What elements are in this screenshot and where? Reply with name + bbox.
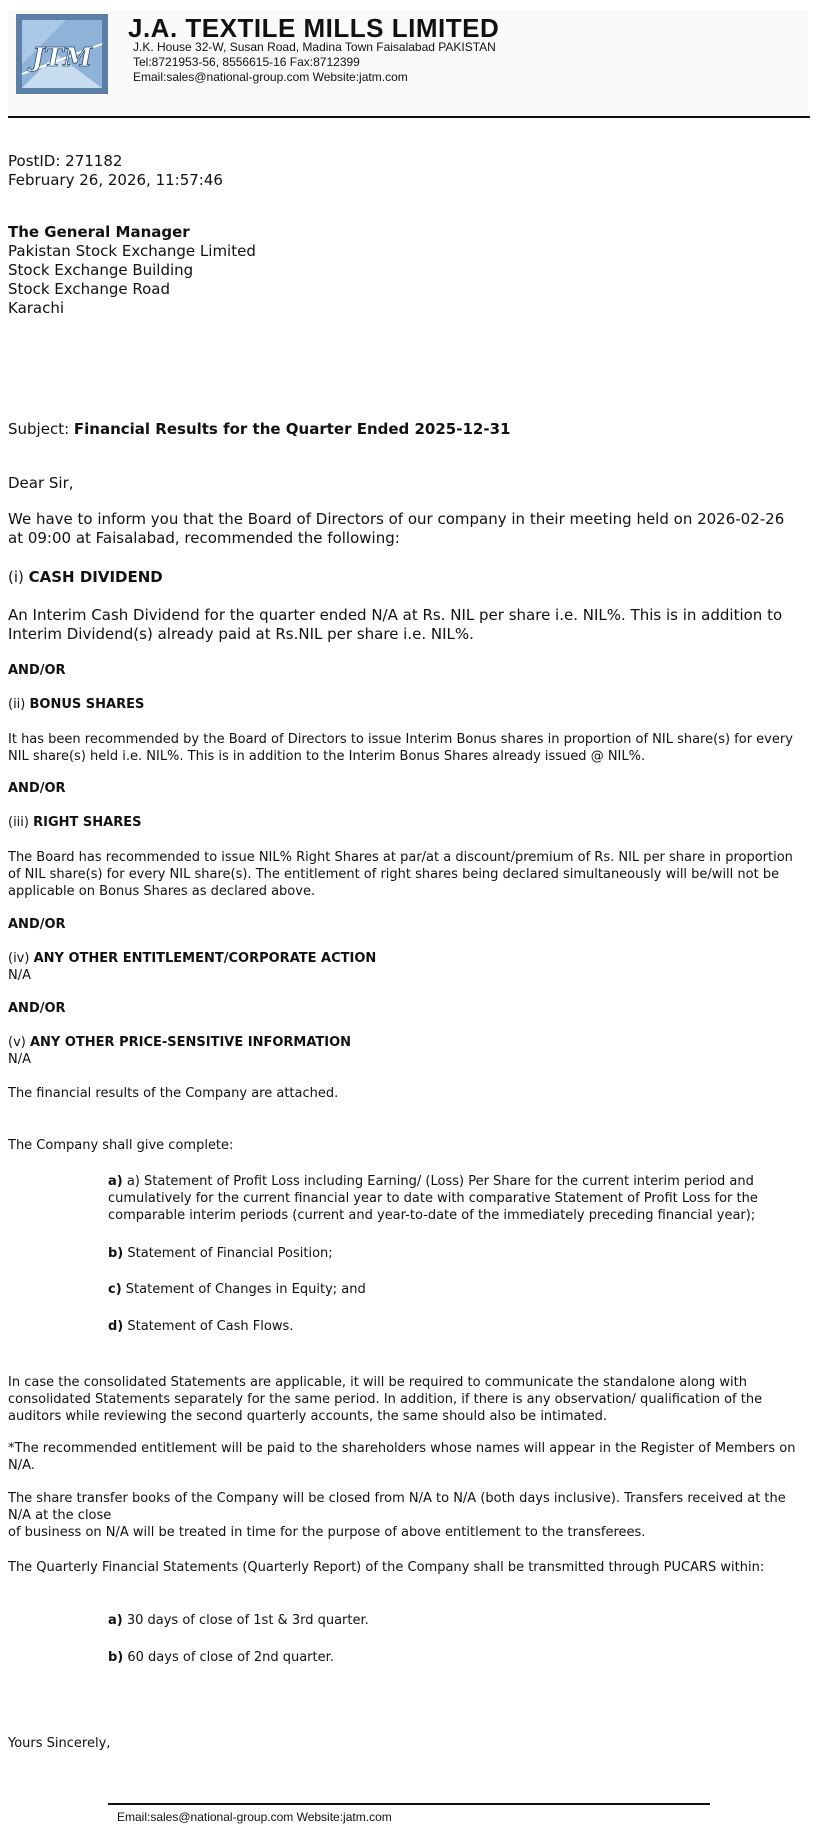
recipient-title: The General Manager: [8, 223, 190, 241]
subject-line: [8, 420, 510, 438]
price-sensitive-value: N/A: [8, 1052, 31, 1067]
section-title: ANY OTHER PRICE-SENSITIVE INFORMATION: [29, 1035, 352, 1050]
transfer-books-line: of business on N/A will be treated in time for the purpose of above entitlement to the transferees.: [8, 1525, 646, 1540]
and-or-separator: AND/OR: [8, 1001, 66, 1016]
statement-item: [108, 1281, 803, 1298]
section-number: (iii): [8, 815, 34, 830]
company-email-website: Email:sales@national-group.com Website:jatm.com: [133, 70, 408, 84]
company-logo: [16, 14, 108, 94]
and-or-separator: AND/OR: [8, 663, 66, 678]
item-text: Statement of Financial Position;: [123, 1246, 333, 1261]
footer-divider: [108, 1803, 710, 1805]
cash-dividend-text: An Interim Cash Dividend for the quarter ended N/A at Rs. NIL per share i.e. NIL%. This is in addition to Interim Dividend(s) already paid at Rs.NIL per share i.e. NIL%.: [8, 606, 783, 643]
recipient-line: Karachi: [8, 299, 65, 317]
section-title: BONUS SHARES: [29, 697, 145, 712]
transfer-books-paragraph: [8, 1490, 808, 1541]
complete-intro: The Company shall give complete:: [8, 1138, 234, 1153]
section-number: (iv): [8, 951, 34, 966]
header-divider: [8, 116, 810, 118]
section-number: (ii): [8, 697, 30, 712]
section-title: CASH DIVIDEND: [28, 568, 163, 586]
item-text: 60 days of close of 2nd quarter.: [123, 1650, 334, 1665]
closing: Yours Sincerely,: [8, 1736, 111, 1751]
item-text: Statement of Changes in Equity; and: [121, 1282, 366, 1297]
recipient-line: Stock Exchange Road: [8, 280, 170, 298]
section-title: RIGHT SHARES: [33, 815, 142, 830]
transfer-books-line: The share transfer books of the Company will be closed from N/A to N/A (both days inclusive). Transfers received at the N/A at the close: [8, 1491, 786, 1523]
subject-label: Subject:: [8, 420, 74, 438]
subject-text: Financial Results for the Quarter Ended 2025-12-31: [73, 420, 511, 438]
post-datetime: February 26, 2026, 11:57:46: [8, 171, 223, 189]
attached-note: The financial results of the Company are attached.: [8, 1086, 339, 1101]
item-letter: a): [108, 1613, 123, 1628]
post-id: PostID: 271182: [8, 152, 123, 170]
statement-item: [108, 1318, 803, 1335]
item-text: 30 days of close of 1st & 3rd quarter.: [122, 1613, 369, 1628]
section-price-sensitive-heading: [8, 1035, 351, 1050]
section-cash-dividend-heading: [8, 568, 163, 586]
letterhead: [8, 10, 808, 116]
company-name: J.A. TEXTILE MILLS LIMITED: [128, 13, 500, 43]
section-other-entitlement-heading: [8, 951, 376, 966]
item-letter: c): [108, 1282, 122, 1297]
right-shares-text: The Board has recommended to issue NIL% Right Shares at par/at a discount/premium of Rs. NIL per share in proportion of NIL share(s) for every NIL share(s). The entitlement of right shares being declared simultaneously will be/will not be applicable on Bonus Shares as declared above.: [8, 850, 793, 899]
company-phone: Tel:8721953-56, 8556615-16 Fax:8712399: [133, 55, 360, 69]
item-letter: b): [108, 1650, 124, 1665]
item-letter: a): [108, 1174, 123, 1189]
and-or-separator: AND/OR: [8, 917, 66, 932]
deadline-item: [108, 1649, 803, 1666]
pucars-paragraph: The Quarterly Financial Statements (Quarterly Report) of the Company shall be transmitted through PUCARS within:: [8, 1560, 765, 1575]
item-letter: d): [108, 1319, 124, 1334]
section-right-heading: [8, 815, 141, 830]
recipient-line: Stock Exchange Building: [8, 261, 194, 279]
item-letter: b): [108, 1246, 124, 1261]
company-address: J.K. House 32-W, Susan Road, Madina Town Faisalabad PAKISTAN: [133, 40, 496, 54]
item-text: Statement of Cash Flows.: [123, 1319, 294, 1334]
section-number: (i): [8, 568, 29, 586]
footer-contact: Email:sales@national-group.com Website:jatm.com: [117, 1810, 392, 1824]
statement-item: [108, 1245, 803, 1262]
entitlement-note: *The recommended entitlement will be paid to the shareholders whose names will appear in the Register of Members on N/A.: [8, 1441, 796, 1473]
salutation: Dear Sir,: [8, 474, 74, 492]
section-number: (v): [8, 1035, 30, 1050]
recipient-line: Pakistan Stock Exchange Limited: [8, 242, 256, 260]
logo-text: JTM: [31, 43, 93, 73]
deadline-item: [108, 1612, 803, 1629]
other-entitlement-value: N/A: [8, 968, 31, 983]
section-title: ANY OTHER ENTITLEMENT/CORPORATE ACTION: [33, 951, 377, 966]
and-or-separator: AND/OR: [8, 781, 66, 796]
intro-paragraph: We have to inform you that the Board of Directors of our company in their meeting held on 2026-02-26 at 09:00 at Faisalabad, recommended the following:: [8, 510, 785, 547]
statement-item: [108, 1173, 803, 1224]
item-text: a) Statement of Profit Loss including Earning/ (Loss) Per Share for the current interim period and cumulatively for the current financial year to date with comparative Statement of Profit Loss for the comparable interim periods (current and year-to-date of the immediately preceding financial year);: [108, 1174, 758, 1223]
section-bonus-heading: [8, 697, 144, 712]
consolidated-paragraph: In case the consolidated Statements are applicable, it will be required to communicate the standalone along with consolidated Statements separately for the same period. In addition, if there is any observation/ qualification of the auditors while reviewing the second quarterly accounts, the same should also be intimated.: [8, 1375, 763, 1424]
bonus-text: It has been recommended by the Board of Directors to issue Interim Bonus shares in proportion of NIL share(s) for every NIL share(s) held i.e. NIL%. This is in addition to the Interim Bonus Shares already issued @ NIL%.: [8, 732, 793, 764]
